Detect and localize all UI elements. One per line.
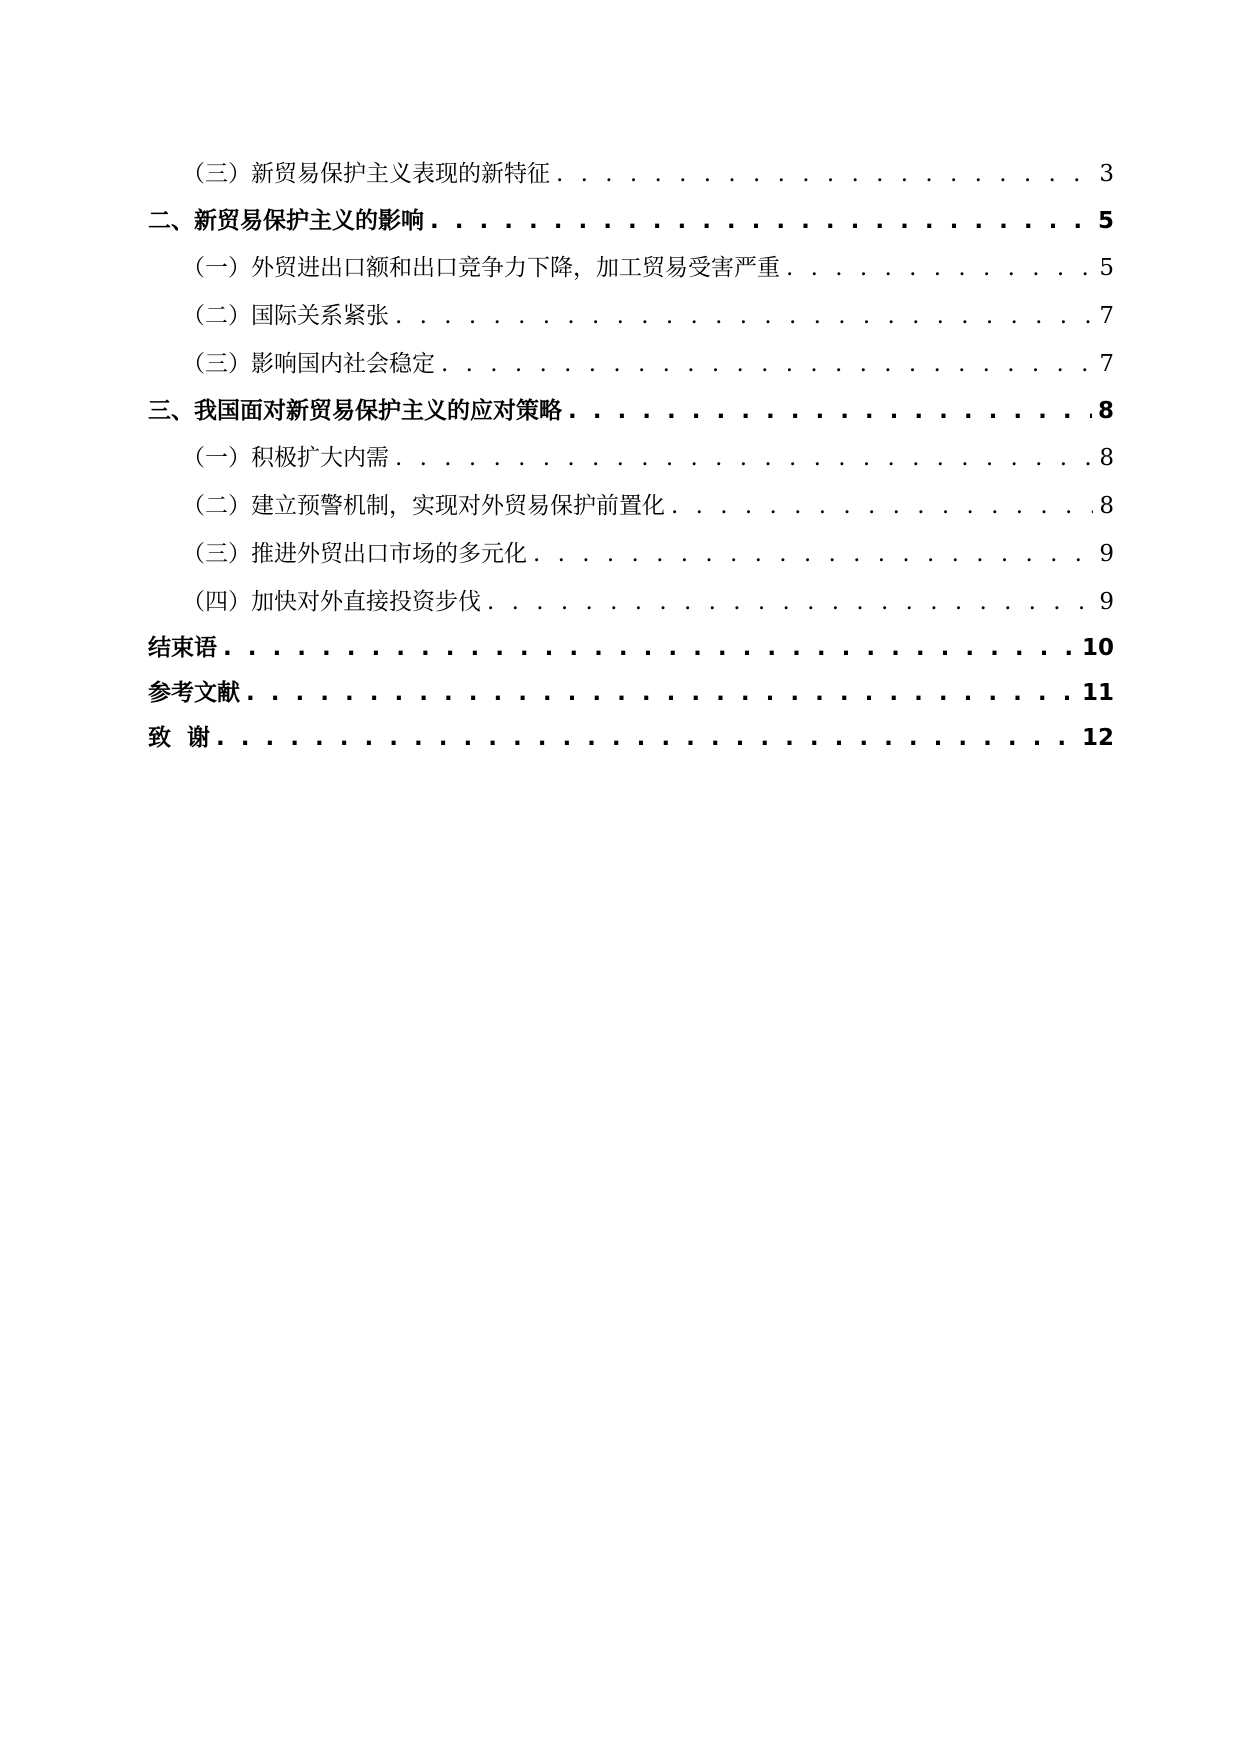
toc-leader-dots	[568, 388, 1092, 434]
toc-leader-dots	[430, 198, 1092, 244]
toc-entry-2-3[interactable]	[148, 150, 1114, 198]
toc-entry-title: （一）积极扩大内需	[182, 445, 389, 471]
toc-leader-dots	[395, 434, 1093, 482]
toc-entry-title: （三）影响国内社会稳定	[182, 351, 435, 377]
toc-entry-2-3b[interactable]	[148, 340, 1114, 388]
toc-conclusion[interactable]	[148, 626, 1114, 671]
toc-page-number: 9	[1099, 541, 1114, 567]
toc-entry-title: （一）外贸进出口额和出口竞争力下降，加工贸易受害严重	[182, 255, 780, 281]
toc-leader-dots	[223, 626, 1076, 671]
toc-entry-title: （三）新贸易保护主义表现的新特征	[182, 161, 550, 187]
toc-entry-title: （二）国际关系紧张	[182, 303, 389, 329]
toc-leader-dots	[441, 340, 1093, 388]
toc-acknowledgements[interactable]	[148, 716, 1114, 761]
toc-leader-dots	[246, 671, 1076, 716]
toc-entry-title: （四）加快对外直接投资步伐	[182, 589, 481, 615]
toc-entry-2-1[interactable]	[148, 244, 1114, 292]
toc-entry-title: 结束语	[148, 635, 217, 661]
toc-page-number: 12	[1081, 725, 1114, 751]
toc-entry-3-4[interactable]	[148, 578, 1114, 626]
toc-entry-title: （三）推进外贸出口市场的多元化	[182, 541, 527, 567]
toc-leader-dots	[786, 244, 1093, 292]
toc-leader-dots	[395, 292, 1093, 340]
toc-leader-dots	[556, 150, 1093, 198]
toc-references[interactable]	[148, 671, 1114, 716]
toc-page-number: 7	[1099, 303, 1114, 329]
toc-leader-dots	[216, 716, 1076, 761]
toc-page-number: 3	[1099, 161, 1114, 187]
toc-entry-2-2[interactable]	[148, 292, 1114, 340]
table-of-contents	[148, 150, 1114, 761]
toc-page-number: 5	[1099, 255, 1114, 281]
toc-page-number: 11	[1081, 680, 1114, 706]
toc-page-number: 5	[1097, 208, 1114, 234]
toc-page-number: 9	[1099, 589, 1114, 615]
toc-entry-title: 参考文献	[148, 680, 240, 706]
toc-entry-title: 二、新贸易保护主义的影响	[148, 208, 424, 234]
toc-leader-dots	[671, 482, 1093, 530]
toc-page-number: 8	[1099, 493, 1114, 519]
toc-entry-title: 致 谢	[148, 725, 211, 751]
toc-page-number: 10	[1081, 635, 1114, 661]
toc-chapter-2[interactable]	[148, 198, 1114, 244]
toc-entry-3-2[interactable]	[148, 482, 1114, 530]
toc-page-number: 8	[1099, 445, 1114, 471]
toc-entry-3-3[interactable]	[148, 530, 1114, 578]
toc-entry-title: 三、我国面对新贸易保护主义的应对策略	[148, 398, 562, 424]
toc-chapter-3[interactable]	[148, 388, 1114, 434]
toc-leader-dots	[533, 530, 1093, 578]
toc-entry-3-1[interactable]	[148, 434, 1114, 482]
toc-page-number: 7	[1099, 351, 1114, 377]
toc-page-number: 8	[1097, 398, 1114, 424]
toc-entry-title: （二）建立预警机制，实现对外贸易保护前置化	[182, 493, 665, 519]
toc-leader-dots	[487, 578, 1093, 626]
